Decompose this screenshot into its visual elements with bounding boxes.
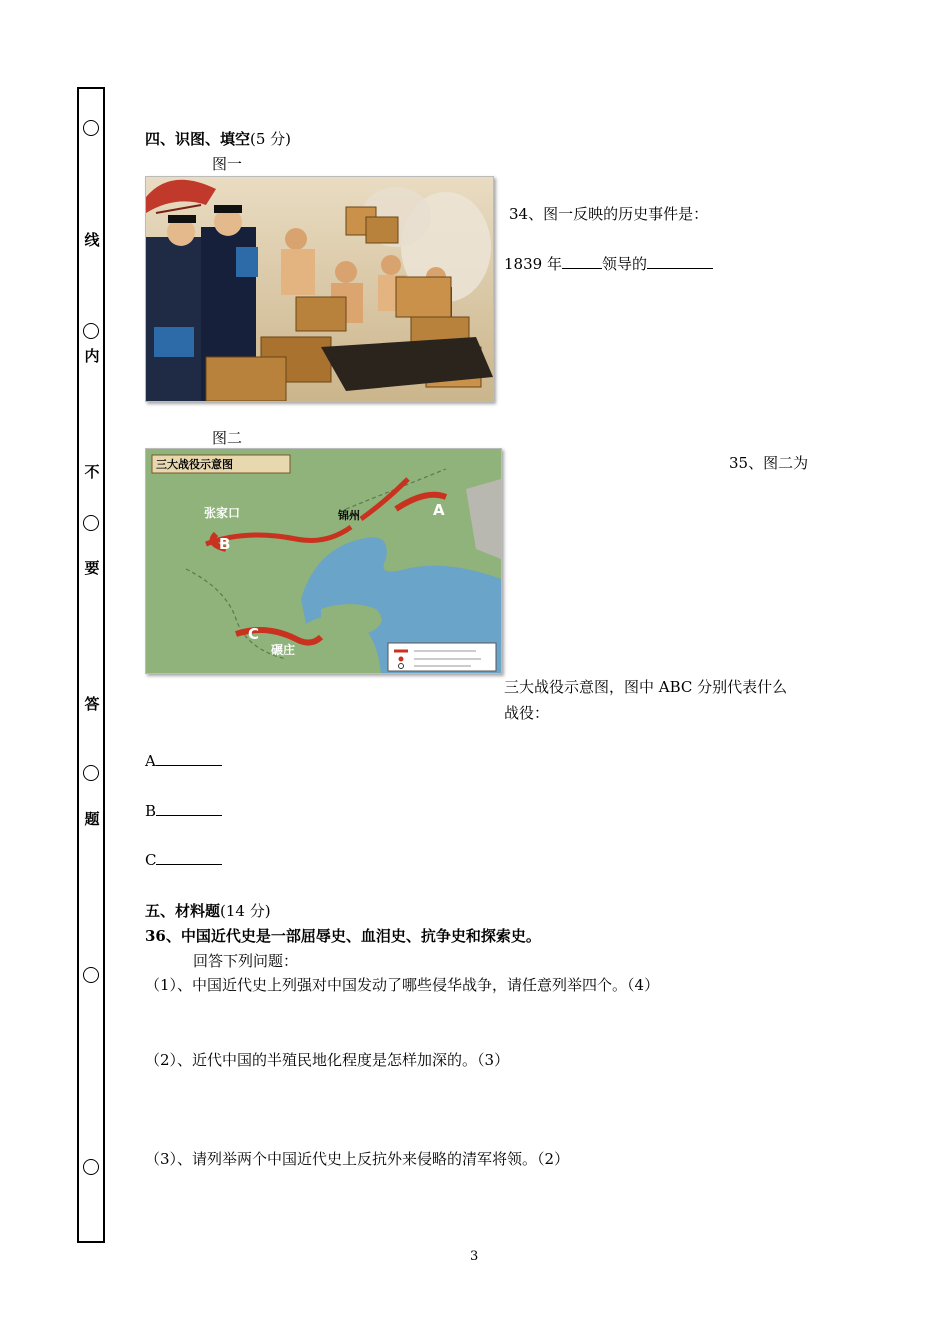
blank-a[interactable] bbox=[156, 751, 222, 766]
answer-c: C bbox=[145, 850, 222, 869]
figure-1-caption: 图一 bbox=[212, 155, 243, 173]
figure-2-map bbox=[145, 448, 502, 674]
binding-char: 线 bbox=[84, 231, 100, 249]
map-marker-b: B bbox=[219, 535, 231, 553]
answer-b: B bbox=[145, 801, 222, 820]
binding-circle bbox=[83, 967, 99, 983]
binding-circle bbox=[83, 120, 99, 136]
question-35-start: 35、图二为 bbox=[729, 454, 809, 472]
binding-char: 不 bbox=[84, 463, 100, 481]
blank-c[interactable] bbox=[156, 850, 222, 865]
binding-char: 题 bbox=[84, 810, 100, 828]
question-34-text: 34、图一反映的历史事件是： bbox=[509, 205, 709, 223]
page-number: 3 bbox=[470, 1249, 479, 1264]
binding-char: 内 bbox=[84, 347, 100, 365]
binding-circle bbox=[83, 765, 99, 781]
map-title: 三大战役示意图 bbox=[156, 458, 233, 471]
blank-b[interactable] bbox=[156, 801, 222, 816]
figure-2-caption: 图二 bbox=[212, 429, 243, 447]
figure-1-drawing bbox=[146, 177, 493, 401]
binding-circle bbox=[83, 515, 99, 531]
map-label-jinzhou: 锦州 bbox=[338, 509, 360, 522]
section-5-heading: 五、材料题(14 分) bbox=[145, 902, 271, 920]
question-36-sub1: （1）、中国近代史上列强对中国发动了哪些侵华战争，请任意列举四个。（4） bbox=[145, 976, 660, 994]
map-marker-c: C bbox=[248, 625, 260, 643]
map-drawing bbox=[146, 449, 501, 673]
binding-char: 答 bbox=[84, 695, 100, 713]
question-35-line2: 战役： bbox=[504, 704, 550, 722]
question-34-fill: 1839 年 领导的 bbox=[504, 253, 713, 274]
section-4-heading: 四、识图、填空(5 分) bbox=[145, 130, 292, 148]
map-label-nianzhuang: 碾庄 bbox=[271, 643, 296, 657]
question-35-line1: 三大战役示意图，图中 ABC 分别代表什么 bbox=[504, 678, 788, 696]
question-36-title: 36、中国近代史是一部屈辱史、血泪史、抗争史和探索史。 bbox=[145, 927, 541, 945]
map-marker-a: A bbox=[433, 501, 445, 519]
binding-circle bbox=[83, 1159, 99, 1175]
binding-char: 要 bbox=[84, 559, 100, 577]
question-36-intro: 回答下列问题： bbox=[193, 952, 299, 970]
binding-margin bbox=[77, 87, 105, 1243]
binding-circle bbox=[83, 323, 99, 339]
blank-event[interactable] bbox=[647, 254, 713, 269]
figure-1-illustration bbox=[145, 176, 494, 402]
blank-leader[interactable] bbox=[562, 254, 602, 269]
answer-a: A bbox=[145, 751, 222, 770]
question-36-sub3: （3）、请列举两个中国近代史上反抗外来侵略的清军将领。（2） bbox=[145, 1150, 570, 1168]
question-36-sub2: （2）、近代中国的半殖民地化程度是怎样加深的。（3） bbox=[145, 1051, 510, 1069]
map-label-zhangjiakou: 张家口 bbox=[204, 506, 241, 520]
